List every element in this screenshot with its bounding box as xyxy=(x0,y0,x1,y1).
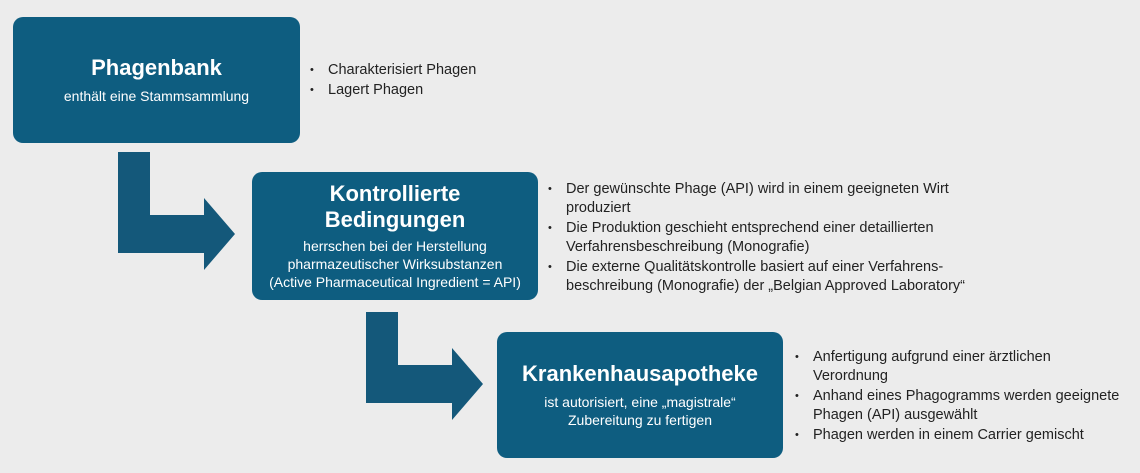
box-title: Krankenhausapotheke xyxy=(522,361,758,386)
box-subtitle-line: herrschen bei der Herstellung xyxy=(303,238,487,254)
list-item: • Der gewünschte Phage (API) wird in einem geeigneten Wirt produziert xyxy=(546,180,1006,218)
list-item: • Anfertigung aufgrund einer ärztlichen Verordnung xyxy=(793,348,1123,386)
box-title: Phagenbank xyxy=(91,55,222,80)
box-subtitle xyxy=(269,237,521,291)
list-item: • Lagert Phagen xyxy=(308,81,568,100)
box-subtitle-line: (Active Pharmaceutical Ingredient = API) xyxy=(269,274,521,290)
box-subtitle-line: ist autorisiert, eine „magistrale“ xyxy=(544,394,736,410)
box-title-line: Bedingungen xyxy=(324,207,466,232)
box-subtitle xyxy=(544,393,735,429)
arrow-bank-to-conditions xyxy=(118,152,235,270)
box-subtitle-line: pharmazeutischer Wirksubstanzen xyxy=(287,256,503,272)
box-subtitle-line: Zubereitung zu fertigen xyxy=(568,412,712,428)
bullet-list-bedingungen xyxy=(546,180,1006,297)
box-title xyxy=(325,181,466,233)
list-item: • Charakterisiert Phagen xyxy=(308,61,568,80)
box-subtitle: enthält eine Stammsammlung xyxy=(63,88,250,104)
list-item: • Die externe Qualitätskontrolle basiert auf einer Verfahrens-beschreibung (Monografie) der „Belgian Approved Laboratory“ xyxy=(546,258,1006,296)
list-item: • Anhand eines Phagogramms werden geeignete Phagen (API) ausgewählt xyxy=(793,387,1123,425)
list-item: • Phagen werden in einem Carrier gemischt xyxy=(793,426,1123,445)
bullet-list-apotheke xyxy=(793,348,1123,446)
box-kontrollierte-bedingungen xyxy=(252,172,538,300)
box-title-line: Kontrollierte xyxy=(329,181,461,206)
list-item: • Die Produktion geschieht entsprechend einer detaillierten Verfahrensbeschreibung (Monografie) xyxy=(546,219,1006,257)
arrow-conditions-to-pharmacy xyxy=(366,312,483,420)
bullet-list-phagenbank xyxy=(308,61,568,101)
box-phagenbank xyxy=(13,17,300,143)
box-krankenhausapotheke xyxy=(497,332,783,458)
